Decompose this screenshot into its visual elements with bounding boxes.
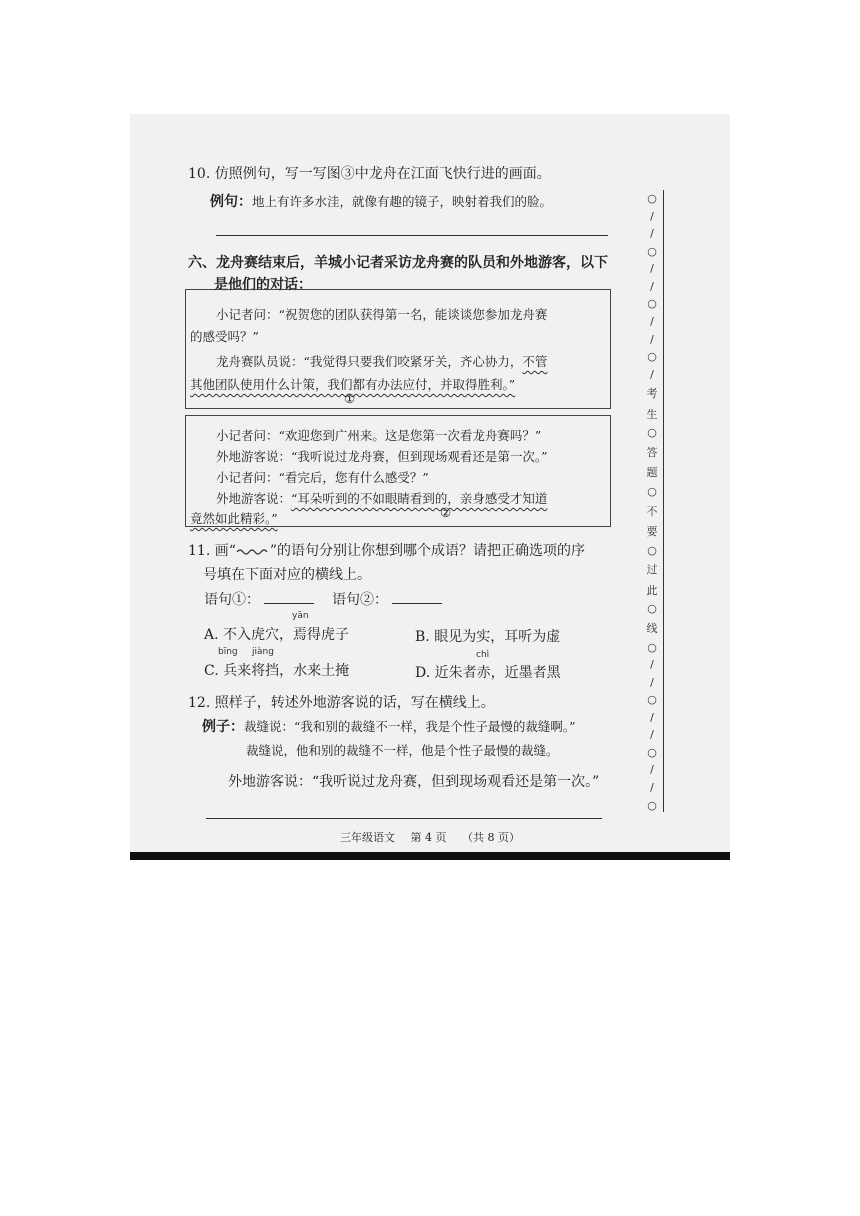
q11-stem-pre: 11. 画“ [188,543,236,559]
sentence1-blank[interactable] [264,591,314,604]
q10-example [210,191,552,211]
option-c-pinyin-bing: bīng [218,647,238,657]
sentence1-label: 语句①： [204,592,260,608]
binding-glyph: 此 [646,583,658,597]
box1-line4-wavy: 其他团队使用什么计策，我们都有办法应付，并取得胜利。” [190,377,516,392]
page-footer [130,829,730,845]
binding-glyph: ○ [647,745,657,759]
box2-line4 [216,489,547,507]
binding-glyph: ○ [647,602,657,616]
binding-glyph: 要 [646,525,658,539]
binding-glyph: 线 [646,621,658,635]
binding-glyph: / [650,367,654,381]
wavy-line-icon [236,546,270,556]
q12-prompt: 外地游客说：“我听说过龙舟赛，但到现场观看还是第一次。” [228,774,600,790]
binding-glyph: ○ [647,244,657,258]
box1-line3-plain: 龙舟赛队员说：“我觉得只要我们咬紧牙关，齐心协力， [216,354,523,369]
box2-line2: 外地游客说：“我听说过龙舟赛，但到现场观看还是第一次。” [216,449,548,464]
binding-glyph: ○ [647,485,657,498]
option-c-pinyin-jiang: jiàng [252,647,274,657]
q11-stem-line2: 号填在下面对应的横线上。 [203,567,371,583]
q10-answer-line[interactable] [216,235,608,236]
q11-answer-row [204,589,446,609]
dialogue-box-1 [185,289,611,409]
box2-line5-wavy: 竟然如此精彩。” [190,511,278,526]
binding-glyph: / [650,658,654,672]
binding-glyph: ○ [647,640,657,654]
footer-total: （共 8 页） [462,831,520,844]
exam-page [130,114,730,860]
box1-line2: 的感受吗？” [190,329,259,344]
q10-example-text: 地上有许多水洼，就像有趣的镜子，映射着我们的脸。 [252,194,553,209]
binding-glyph: / [650,781,654,794]
option-d-pinyin: chì [476,650,490,660]
option-c: C. 兵来将挡，水来土掩 [204,663,350,679]
binding-glyph: / [650,262,654,276]
box2-line3: 小记者问：“看完后，您有什么感受？” [216,470,429,485]
binding-glyph: 答 [646,445,658,459]
binding-glyph: ○ [647,192,657,205]
q11-stem-post: ”的语句分别让你想到哪个成语？请把正确选项的序 [269,543,586,559]
binding-glyph: / [650,209,654,223]
binding-glyph: ○ [647,543,657,557]
binding-glyph: ○ [647,350,657,364]
footer-page: 第 4 页 [410,831,447,844]
binding-glyph: 题 [646,466,658,480]
q10-stem: 10. 仿照例句，写一写图③中龙舟在江面飞快行进的画面。 [188,166,551,182]
binding-glyph: 考 [646,387,658,401]
box1-line3 [216,352,547,370]
binding-glyph: / [650,332,654,346]
binding-glyph: 过 [646,563,658,577]
binding-glyph: ○ [647,297,657,311]
binding-glyph: / [650,710,654,724]
binding-glyph: ○ [647,693,657,707]
binding-glyph: / [650,675,654,689]
q11-stem [188,540,585,560]
footer-subject: 三年级语文 [340,831,395,844]
q12-example-text1: 裁缝说：“我和别的裁缝不一样，我是个性子最慢的裁缝啊。” [244,719,576,734]
q12-example-label: 例子： [202,719,244,735]
box1-marker: ① [344,391,356,406]
option-a-pinyin: yān [292,611,309,621]
box2-marker: ② [440,505,452,520]
sentence2-blank[interactable] [392,591,442,604]
binding-glyph: / [650,314,654,328]
section6-heading-line1: 六、龙舟赛结束后，羊城小记者采访龙舟赛的队员和外地游客，以下 [188,255,608,271]
binding-line [663,190,664,812]
box2-line4-wavy: “耳朵听到的不如眼睛看到的，亲身感受才知道 [291,491,548,506]
box1-line1: 小记者问：“祝贺您的团队获得第一名，能谈谈您参加龙舟赛 [216,307,548,322]
binding-glyph: / [650,227,654,241]
option-a: A. 不入虎穴，焉得虎子 [204,627,350,643]
binding-glyph: / [650,763,654,777]
binding-glyph: 不 [646,504,658,518]
box2-line4-plain: 外地游客说： [216,491,292,506]
section6-heading-line2: 是他们的对话： [214,277,312,293]
binding-glyph: 生 [646,407,658,421]
binding-glyph: ○ [647,798,657,812]
binding-strip [644,192,660,812]
sentence2-label: 语句②： [332,592,388,608]
q10-example-label: 例句： [210,194,252,210]
option-b: B. 眼见为实，耳听为虚 [415,629,561,645]
binding-glyph: / [650,728,654,742]
q12-answer-line[interactable] [206,818,602,819]
q12-stem: 12. 照样子，转述外地游客说的话，写在横线上。 [188,695,495,711]
q12-example-line1 [202,716,576,736]
binding-glyph: ○ [647,426,657,440]
binding-glyph: / [650,279,654,293]
box2-line1: 小记者问：“欢迎您到广州来。这是您第一次看龙舟赛吗？” [216,428,542,443]
dialogue-box-2 [185,415,611,527]
option-d: D. 近朱者赤，近墨者黑 [415,665,561,681]
scan-bottom-edge [130,852,730,860]
box1-line3-wavy: 不管 [522,354,548,369]
q12-example-line2: 裁缝说，他和别的裁缝不一样，他是个性子最慢的裁缝。 [246,743,559,758]
